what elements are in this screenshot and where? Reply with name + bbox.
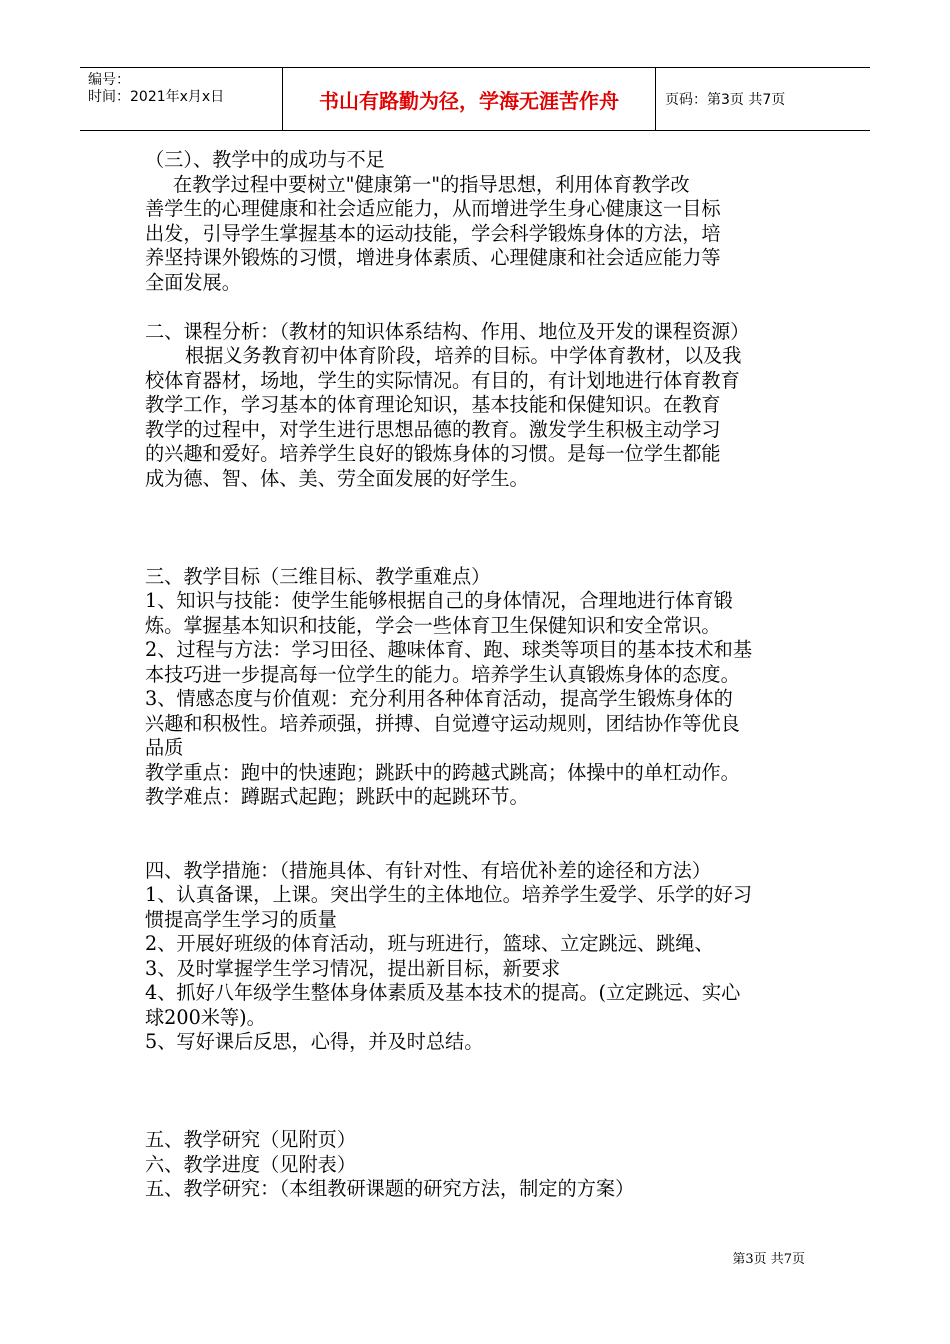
paragraph-line: 的兴趣和爱好。培养学生良好的锻炼身体的习惯。是每一位学生都能: [145, 442, 721, 465]
paragraph-line: 品质: [145, 736, 184, 759]
paragraph-line: 本技巧进一步提高每一位学生的能力。培养学生认真锻炼身体的态度。: [145, 662, 740, 686]
paragraph-line: 炼。掌握基本知识和技能，学会一些体育卫生保健知识和安全常识。: [145, 613, 721, 637]
paragraph-line: 全面发展。: [145, 270, 241, 294]
header-page-info: 页码：第3页 共7页: [665, 92, 786, 108]
paragraph-line: 球200米等)。: [145, 1005, 266, 1029]
paragraph-line: 4、抓好八年级学生整体身体素质及基本技术的提高。(立定跳远、实心: [145, 981, 741, 1004]
document-time-label: 时间：2021年x月x日: [88, 89, 225, 105]
document-body: [145, 148, 815, 1202]
paragraph-line: 兴趣和积极性。培养顽强，拼搏、自觉遵守运动规则，团结协作等优良: [145, 711, 740, 735]
paragraph-line: 2、过程与方法：学习田径、趣味体育、跑、球类等项目的基本技术和基: [145, 638, 753, 661]
paragraph-line: 出发，引导学生掌握基本的运动技能，学会科学锻炼身体的方法，培: [145, 221, 721, 245]
paragraph-line: 1、知识与技能：使学生能够根据自己的身体情况，合理地进行体育锻: [145, 589, 733, 612]
section-heading: 二、课程分析：（教材的知识体系结构、作用、地位及开发的课程资源）: [145, 319, 750, 343]
section-heading: 五、教学研究（见附页）: [145, 1128, 357, 1151]
spacer: [145, 1055, 815, 1080]
section-heading: 三、教学目标（三维目标、教学重难点）: [145, 564, 491, 588]
section-heading: （三）、教学中的成功与不足: [145, 148, 385, 171]
paragraph-line: 3、及时掌握学生学习情况，提出新目标，新要求: [145, 956, 561, 980]
header-left-cell: [80, 68, 282, 130]
header-motto: 书山有路勤为径，学海无涯苦作舟: [319, 88, 619, 113]
section-heading: 四、教学措施：（措施具体、有针对性、有培优补差的途径和方法）: [145, 858, 712, 882]
spacer: [145, 1079, 815, 1104]
paragraph-line: 惯提高学生学习的质量: [145, 907, 337, 931]
spacer: [145, 491, 815, 516]
spacer: [145, 1104, 815, 1129]
paragraph-line: 教学重点：跑中的快速跑；跳跃中的跨越式跳高；体操中的单杠动作。: [145, 760, 740, 784]
paragraph-line: 校体育器材，场地，学生的实际情况。有目的，有计划地进行体育教育: [145, 368, 740, 392]
paragraph-line: 成为德、智、体、美、劳全面发展的好学生。: [145, 466, 529, 490]
spacer: [145, 834, 815, 859]
paragraph-line: 教学难点：蹲踞式起跑；跳跃中的起跳环节。: [145, 785, 529, 808]
paragraph-line: 教学的过程中，对学生进行思想品德的教育。激发学生积极主动学习: [145, 417, 721, 441]
document-number-label: 编号：: [88, 72, 130, 88]
page-footer: 第3页 共7页: [732, 1252, 805, 1267]
paragraph-line: 根据义务教育初中体育阶段，培养的目标。中学体育教材，以及我: [185, 344, 742, 367]
paragraph-line: 养坚持课外锻炼的习惯，增进身体素质、心理健康和社会适应能力等: [145, 246, 721, 269]
page-header: [80, 67, 870, 131]
paragraph-line: 善学生的心理健康和社会适应能力，从而增进学生身心健康这一目标: [145, 197, 721, 220]
section-heading: 五、教学研究：（本组教研课题的研究方法，制定的方案）: [145, 1177, 635, 1200]
spacer: [145, 810, 815, 835]
spacer: [145, 516, 815, 541]
paragraph-line: 2、开展好班级的体育活动，班与班进行，篮球、立定跳远、跳绳、: [145, 932, 714, 955]
paragraph-line: 教学工作，学习基本的体育理论知识，基本技能和保健知识。在教育: [145, 393, 721, 416]
paragraph-line: 在教学过程中要树立"健康第一"的指导思想，利用体育教学改: [173, 172, 690, 196]
header-page-cell: [655, 68, 870, 130]
spacer: [145, 540, 815, 565]
paragraph-line: 5、写好课后反思，心得，并及时总结。: [145, 1030, 484, 1053]
paragraph-line: 3、情感态度与价值观：充分利用各种体育活动，提高学生锻炼身体的: [145, 687, 733, 710]
section-heading: 六、教学进度（见附表）: [145, 1152, 357, 1176]
spacer: [145, 295, 815, 320]
paragraph-line: 1、认真备课，上课。突出学生的主体地位。培养学生爱学、乐学的好习: [145, 883, 753, 906]
header-motto-cell: [282, 68, 656, 130]
